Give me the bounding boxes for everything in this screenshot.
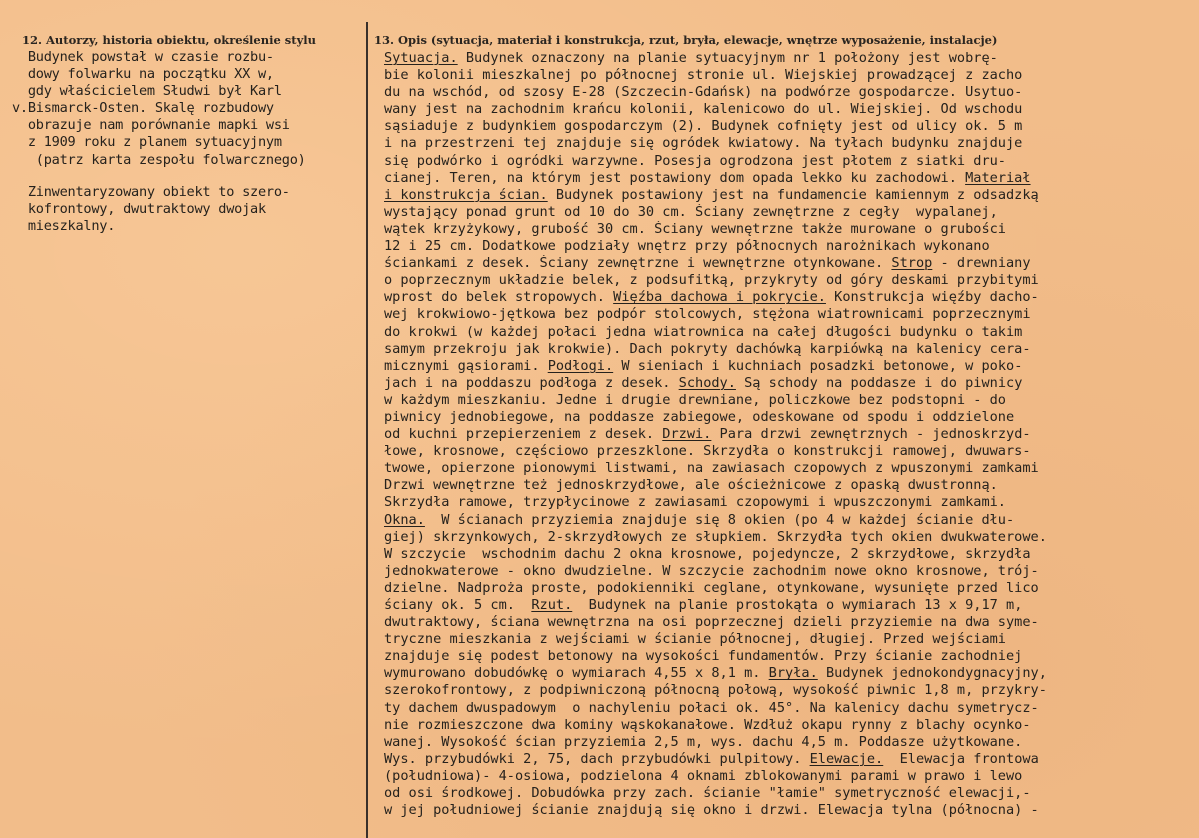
description-segment: Budynek postawiony jest na fundamencie kamiennym z odsadzką: [547, 186, 1039, 203]
description-line: [384, 443, 1196, 460]
history-line: dowy folwarku na początku XX w,: [12, 66, 274, 83]
description-line: [384, 477, 1196, 494]
description-line: [384, 170, 1196, 187]
description-line: [384, 802, 1196, 819]
description-segment: Drzwi wewnętrzne też jednoskrzydłowe, ale ościeżnicowe z opaską dwustronną.: [384, 477, 998, 494]
description-segment: 12 i 25 cm. Dodatkowe podziały wnętrz przy północnych narożnikach wykonano: [384, 238, 990, 255]
description-segment: dzielne. Nadproża proste, podokienniki ceglane, otynkowane, wysunięte przed lico: [384, 579, 1039, 596]
description-line: [384, 358, 1196, 375]
description-line: [384, 546, 1196, 563]
section-keyword: i konstrukcja ścian.: [384, 186, 548, 203]
description-text: [384, 50, 1196, 819]
description-segment: W szczycie wschodnim dachu 2 okna krosnowe, pojedyncze, 2 skrzydłowe, skrzydła: [384, 545, 1031, 562]
description-segment: wej krokwiowo-jętkowa bez podpór stolcowych, stężona wiatrownicami poprzecznymi: [384, 306, 1031, 323]
description-segment: wprost do belek stropowych.: [384, 289, 614, 306]
description-line: [384, 563, 1196, 580]
description-segment: piwnicy jednobiegowe, na poddasze zabiegowe, odeskowane od spodu i oddzielone: [384, 408, 1015, 425]
description-line: [384, 392, 1196, 409]
description-segment: Konstrukcja więźby dacho-: [825, 289, 1039, 306]
description-segment: W ścianach przyziemia znajduje się 8 okien (po 4 w każdej ścianie dłu-: [424, 511, 1015, 528]
description-segment: micznymi gąsiorami.: [384, 357, 548, 374]
history-line: v.Bismarck-Osten. Skalę rozbudowy: [12, 100, 274, 117]
description-segment: giej) skrzynkowych, 2-skrzydłowych ze słupkiem. Skrzydła tych okien dwukwaterowe.: [384, 528, 1047, 545]
description-segment: w każdym mieszkaniu. Jedne i drugie drewniane, policzkowe bez podstopni - do: [384, 391, 1006, 408]
description-line: [384, 375, 1196, 392]
description-segment: wanej. Wysokość ścian przyziemia 2,5 m, wys. dachu 4,5 m. Poddasze użytkowane.: [384, 733, 1023, 750]
history-line: obrazuje nam porównanie mapki wsi: [12, 117, 290, 134]
section-keyword: Rzut.: [531, 597, 573, 613]
description-line: [384, 734, 1196, 751]
section-keyword: Materiał: [965, 169, 1031, 186]
section-keyword: Więźba dachowa i pokrycie.: [613, 289, 826, 306]
description-segment: tryczne mieszkania z wejściami w ścianie północnej, długiej. Przed wejściami: [384, 631, 1006, 648]
description-segment: ściany ok. 5 cm.: [384, 597, 532, 613]
description-segment: cianej. Teren, na którym jest postawiony dom opada lekko ku zachodowi.: [384, 169, 966, 186]
description-segment: wany jest na zachodnim krańcu kolonii, kalenicowo do ul. Wiejskiej. Od wschodu: [384, 101, 1023, 118]
description-line: [384, 648, 1196, 665]
section-keyword: Podłogi.: [547, 357, 614, 374]
description-segment: od osi środkowej. Dobudówka przy zach. ścianie "łamie" symetryczność elewacji,-: [384, 785, 1031, 802]
description-segment: do krokwi (w każdej połaci jedna wiatrownica na całej długości budynku o takim: [384, 323, 1023, 340]
description-line: [384, 597, 1196, 614]
description-line: [384, 426, 1196, 443]
history-line: mieszkalny.: [12, 217, 116, 234]
description-line: [384, 306, 1196, 323]
history-line: Zinwentaryzowany obiekt to szero-: [12, 183, 290, 200]
description-line: [384, 153, 1196, 170]
description-segment: i na przestrzeni tej znajduje się ogródek kwiatowy. Na tyłach budynku znajduje: [384, 135, 1023, 152]
description-segment: - drewniany: [932, 255, 1031, 272]
description-segment: twowe, opierzone pionowymi listwami, na zawiasach czopowych z wpuszonymi zamkami: [384, 460, 1039, 477]
description-line: [384, 238, 1196, 255]
description-line: [384, 272, 1196, 289]
history-line: (patrz karta zespołu folwarcznego): [12, 151, 306, 168]
description-segment: się podwórko i ogródki warzywne. Posesja ogrodzona jest płotem z siatki dru-: [384, 152, 1006, 169]
description-line: [384, 614, 1196, 631]
description-line: [384, 751, 1196, 768]
description-line: [384, 221, 1196, 238]
description-line: [384, 135, 1196, 152]
description-line: [384, 665, 1196, 682]
description-line: [384, 631, 1196, 648]
description-segment: od kuchni przepierzeniem z desek.: [384, 426, 663, 443]
description-segment: samym przekroju jak krokwie). Dach pokryty dachówką karpiówką na kalenicy cera-: [384, 340, 1031, 357]
description-segment: Budynek na planie prostokąta o wymiarach 13 x 9,17 m,: [572, 597, 1023, 613]
description-line: [384, 529, 1196, 546]
section-keyword: Drzwi.: [662, 426, 712, 443]
description-line: [384, 101, 1196, 118]
description-segment: Budynek oznaczony na planie sytuacyjnym nr 1 położony jest wobrę-: [457, 50, 998, 66]
description-line: [384, 50, 1196, 67]
description-segment: (południowa)- 4-osiowa, podzielona 4 oknami zblokowanymi parami w prawo i lewo: [384, 767, 1023, 784]
description-segment: wystający ponad grunt od 10 do 30 cm. Ściany zewnętrzne z cegły wypalanej,: [384, 203, 998, 220]
description-segment: sąsiaduje z budynkiem gospodarczym (2). Budynek cofnięty jest od ulicy ok. 5 m: [384, 118, 1023, 135]
history-line: Budynek powstał w czasie rozbu-: [12, 49, 274, 65]
section-13-header: 13. Opis (sytuacja, materiał i konstrukcja, rzut, bryła, elewacje, wnętrze wyposażenie, instalacje): [374, 33, 998, 47]
description-line: [384, 118, 1196, 135]
description-line: [384, 768, 1196, 785]
section-keyword: Elewacje.: [809, 750, 884, 767]
description-segment: o poprzecznym układzie belek, z podsufitką, przykryty od góry deskami przybitymi: [384, 272, 1039, 289]
section-keyword: Okna.: [384, 511, 425, 528]
history-text: [12, 49, 364, 235]
description-line: [384, 67, 1196, 84]
history-line: gdy właścicielem Słudwi był Karl: [12, 83, 282, 100]
history-line: kofrontowy, dwutraktowy dwojak: [12, 200, 266, 217]
paragraph-gap: [12, 169, 364, 184]
description-segment: du na wschód, od szosy E-28 (Szczecin-Gdańsk) na podwórze gospodarcze. Usytuo-: [384, 84, 1023, 101]
section-keyword: Schody.: [678, 374, 736, 391]
description-segment: Są schody na poddasze i do piwnicy: [735, 374, 1023, 391]
description-line: [384, 409, 1196, 426]
description-line: [384, 700, 1196, 717]
description-segment: Skrzydła ramowe, trzypłycinowe z zawiasami czopowymi i wpuszczonymi zamkami.: [384, 494, 1006, 511]
description-line: [384, 580, 1196, 597]
description-line: [384, 187, 1196, 204]
description-segment: wątek krzyżykowy, grubość 30 cm. Ściany wewnętrzne także murowane o grubości: [384, 220, 1006, 237]
section-keyword: Strop: [891, 255, 933, 272]
description-segment: ściankami z desek. Ściany zewnętrzne i wewnętrzne otynkowane.: [384, 255, 892, 272]
description-segment: nie rozmieszczone dwa kominy wąskokanałowe. Wzdłuż okapu rynny z blachy ocynko-: [384, 716, 1031, 733]
description-line: [384, 204, 1196, 221]
description-line: [384, 494, 1196, 511]
section-12-header: 12. Autorzy, historia obiektu, określenie stylu: [22, 33, 316, 47]
description-segment: W sieniach i kuchniach posadzki betonowe, w poko-: [613, 357, 1023, 374]
description-segment: Para drzwi zewnętrznych - jednoskrzyd-: [711, 426, 1031, 443]
description-segment: Budynek jednokondygnacyjny,: [817, 665, 1047, 682]
description-segment: w jej południowej ścianie znajdują się okno i drzwi. Elewacja tylna (północna) -: [384, 802, 1039, 819]
description-segment: jednokwaterowe - okno dwudzielne. W szczycie zachodnim nowe okno krosnowe, trój-: [384, 562, 1039, 579]
description-segment: wymurowano dobudówkę o wymiarach 4,55 x 8,1 m.: [384, 665, 769, 682]
description-segment: bie kolonii mieszkalnej po północnej stronie ul. Wiejskiej prowadzącej z zacho: [384, 67, 1023, 84]
history-line: z 1909 roku z planem sytuacyjnym: [12, 134, 282, 151]
description-segment: ty dachem dwuspadowym o nachyleniu połaci ok. 45°. Na kalenicy dachu symetrycz-: [384, 699, 1039, 716]
description-segment: szerokofrontowy, z podpiwniczoną północną połową, wysokość piwnic 1,8 m, przykry-: [384, 682, 1047, 699]
description-segment: łowe, krosnowe, częściowo przeszklone. Skrzydła o konstrukcji ramowej, dwuwars-: [384, 443, 1031, 460]
description-line: [384, 341, 1196, 358]
section-keyword: Bryła.: [768, 665, 818, 682]
description-line: [384, 289, 1196, 306]
description-segment: Elewacja frontowa: [883, 750, 1039, 767]
description-segment: znajduje się podest betonowy na wysokości fundamentów. Przy ścianie zachodniej: [384, 648, 1023, 665]
description-line: [384, 512, 1196, 529]
description-line: [384, 255, 1196, 272]
column-divider: [366, 22, 368, 838]
section-keyword: Sytuacja.: [384, 50, 458, 66]
description-line: [384, 682, 1196, 699]
description-line: [384, 460, 1196, 477]
description-segment: jach i na poddaszu podłoga z desek.: [384, 374, 679, 391]
description-line: [384, 717, 1196, 734]
description-line: [384, 324, 1196, 341]
description-segment: dwutraktowy, ściana wewnętrzna na osi poprzecznej dzieli przyziemie na dwa syme-: [384, 614, 1039, 631]
description-segment: Wys. przybudówki 2, 75, dach przybudówki pulpitowy.: [384, 750, 810, 767]
description-line: [384, 84, 1196, 101]
description-line: [384, 785, 1196, 802]
